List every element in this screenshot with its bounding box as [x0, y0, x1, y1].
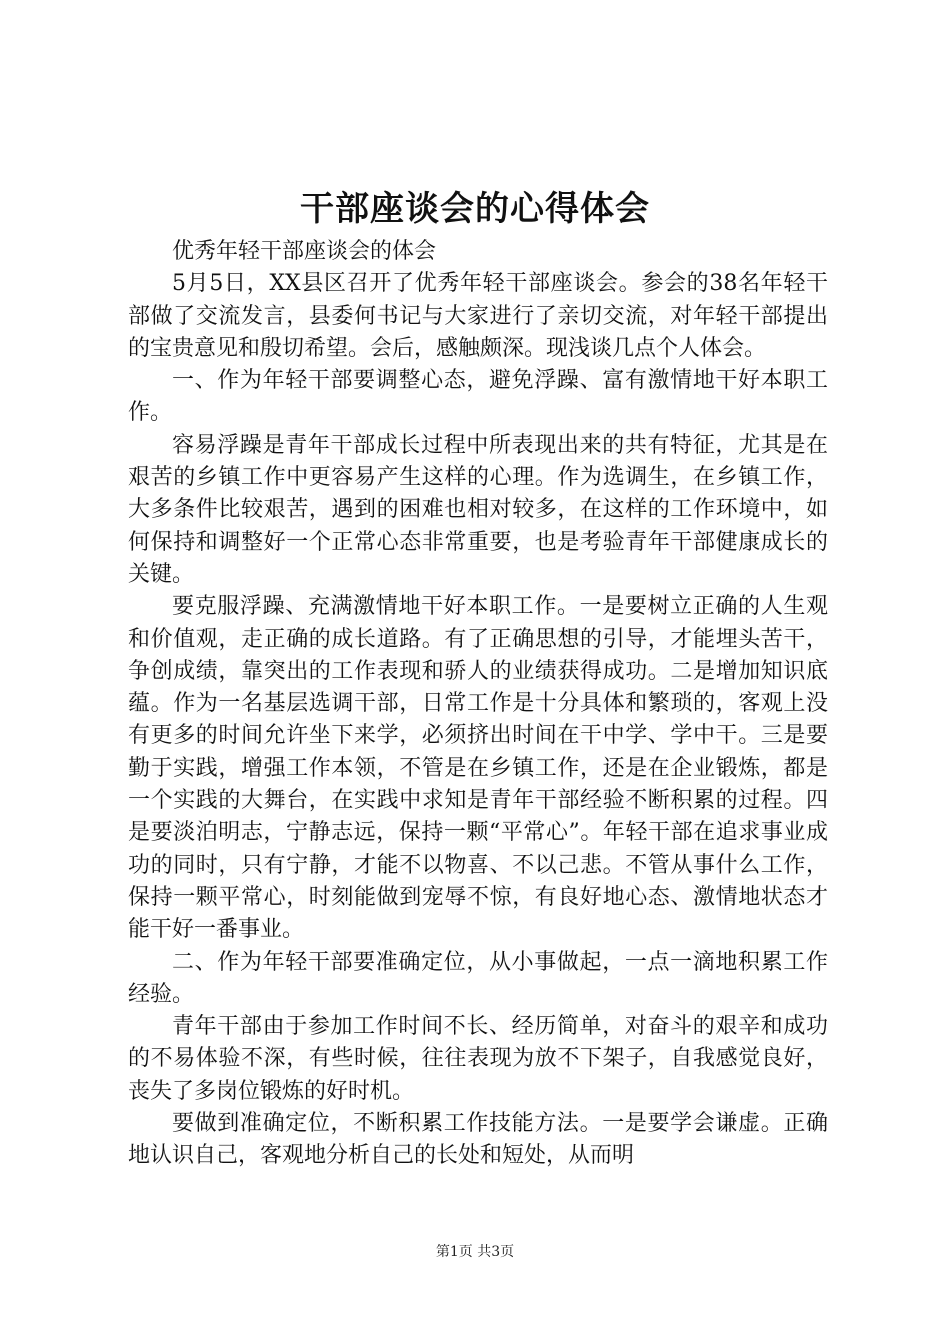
paragraph-heading-one: 一、作为年轻干部要调整心态，避免浮躁、富有激情地干好本职工作。 [128, 368, 828, 426]
paragraph-heading-two: 二、作为年轻干部要准确定位，从小事做起，一点一滴地积累工作经验。 [128, 949, 828, 1007]
document-title: 干部座谈会的心得体会 [300, 189, 650, 229]
document-body [128, 236, 828, 1173]
paragraph-body: 青年干部由于参加工作时间不长、经历简单，对奋斗的艰辛和成功的不易体验不深，有些时候，往往表现为放不下架子，自我感觉良好，丧失了多岗位锻炼的好时机。 [128, 1014, 828, 1104]
paragraph-intro: 5月5日，XX县区召开了优秀年轻干部座谈会。参会的38名年轻干部做了交流发言，县委何书记与大家进行了亲切交流，对年轻干部提出的宝贵意见和殷切希望。会后，感触颇深。现浅谈几点个人体会。 [128, 271, 828, 361]
paragraph-body: 要克服浮躁、充满激情地干好本职工作。一是要树立正确的人生观和价值观，走正确的成长道路。有了正确思想的引导，才能埋头苦干，争创成绩，靠突出的工作表现和骄人的业绩获得成功。二是增加知识底蕴。作为一名基层选调干部，日常工作是十分具体和繁琐的，客观上没有更多的时间允许坐下来学，必须挤出时间在干中学、学中干。三是要勤于实践，增强工作本领，不管是在乡镇工作，还是在企业锻炼，都是一个实践的大舞台，在实践中求知是青年干部经验不断积累的过程。四是要淡泊明志，宁静志远，保持一颗“平常心”。年轻干部在追求事业成功的同时，只有宁静，才能不以物喜、不以己悲。不管从事什么工作，保持一颗平常心，时刻能做到宠辱不惊，有良好地心态、激情地状态才能干好一番事业。 [128, 594, 828, 943]
paragraph-body: 要做到准确定位，不断积累工作技能方法。一是要学会谦虚。正确地认识自己，客观地分析自己的长处和短处，从而明 [128, 1111, 828, 1169]
paragraph-body: 容易浮躁是青年干部成长过程中所表现出来的共有特征，尤其是在艰苦的乡镇工作中更容易产生这样的心理。作为选调生，在乡镇工作，大多条件比较艰苦，遇到的困难也相对较多，在这样的工作环境中，如何保持和调整好一个正常心态非常重要，也是考验青年干部健康成长的关键。 [128, 432, 828, 587]
paragraph-subtitle: 优秀年轻干部座谈会的体会 [172, 239, 437, 264]
page-footer: 第1页 共3页 [435, 1244, 515, 1260]
